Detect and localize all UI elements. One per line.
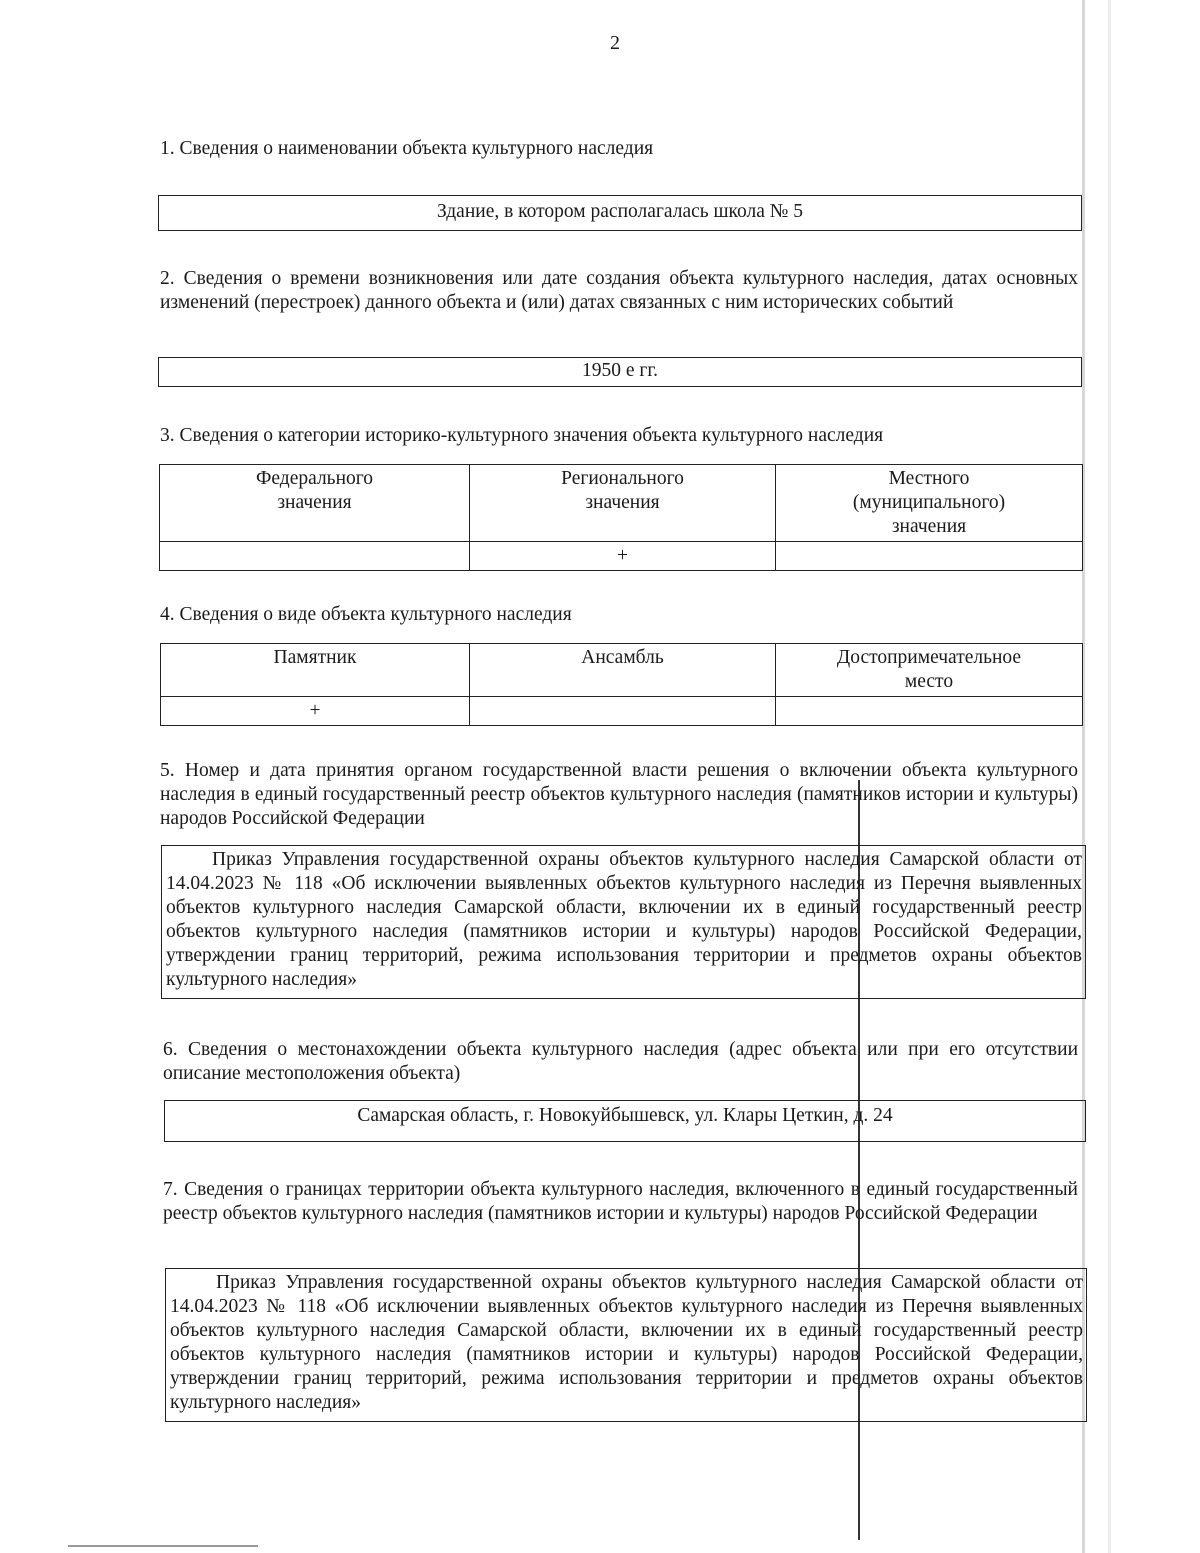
type-landmark-header: Достопримечательное место [776,644,1083,697]
section-7-heading: 7. Сведения о границах территории объекта культурного наследия, включенного в единый государственный реестр объектов культурного наследия (памятников истории и культуры) народов Российской Федерации [163,1179,1078,1224]
section-2-heading: 2. Сведения о времени возникновения или дате создания объекта культурного наследия, датах основных изменений (перестроек) данного объекта и (или) датах связанных с ним исторических событий [160,268,1078,313]
section-2-value-box [158,357,1082,387]
type-landmark-mark [776,697,1083,726]
category-local-header: Местного (муниципального) значения [776,465,1083,542]
scan-right-edge-2 [1108,0,1111,1553]
section-3-heading: 3. Сведения о категории историко-культурного значения объекта культурного наследия [160,425,884,446]
section-7-value-box [165,1268,1087,1422]
section-6-heading: 6. Сведения о местонахождении объекта культурного наследия (адрес объекта или при его отсутствии описание местоположения объекта) [163,1039,1078,1084]
creation-date-value: 1950 е гг. [581,360,659,381]
section-5-value-box [161,845,1086,999]
category-federal-mark [160,542,470,571]
type-ensemble-header: Ансамбль [470,644,776,697]
section-1-value-box [158,195,1082,231]
inclusion-order-value: Приказ Управления государственной охраны объектов культурного наследия Самарской области от 14.04.2023 № 118 «Об исключении выявленных объектов культурного наследия из Перечня выявленных объектов культурного наследия Самарской области, включении их в единый государственный реестр объектов культурного наследия (памятников истории и культуры) народов Российской Федерации, утверждении границ территорий, режима использования территории и предметов охраны объектов культурного наследия» [166,849,1082,990]
table-row [160,465,1083,542]
type-monument-header: Памятник [161,644,470,697]
table-row [160,542,1083,571]
section-1-heading: 1. Сведения о наименовании объекта культурного наследия [160,138,654,159]
category-federal-header: Федерального значения [160,465,470,542]
category-regional-header: Регионального значения [470,465,776,542]
boundaries-order-value: Приказ Управления государственной охраны объектов культурного наследия Самарской области от 14.04.2023 № 118 «Об исключении выявленных объектов культурного наследия из Перечня выявленных объектов культурного наследия Самарской области, включении их в единый государственный реестр объектов культурного наследия (памятников истории и культуры) народов Российской Федерации, утверждении границ территорий, режима использования территории и предметов охраны объектов культурного наследия» [170,1272,1083,1413]
object-name-value: Здание, в котором располагалась школа № 5 [436,201,804,222]
section-5-heading: 5. Номер и дата принятия органом государственной власти решения о включении объекта культурного наследия в единый государственный реестр объектов культурного наследия (памятников истории и культуры) народов Российской Федерации [160,760,1078,829]
table-row [161,697,1083,726]
category-local-mark [776,542,1083,571]
section-4-heading: 4. Сведения о виде объекта культурного наследия [160,604,572,625]
page-number: 2 [610,32,620,54]
category-regional-mark: + [470,542,776,571]
section-6-value-box [164,1100,1086,1142]
scan-bottom-line [68,1545,258,1547]
type-monument-mark: + [161,697,470,726]
category-table [159,464,1083,571]
table-row [161,644,1083,697]
object-type-table [160,643,1083,726]
type-ensemble-mark [470,697,776,726]
address-value: Самарская область, г. Новокуйбышевск, ул. Клары Цеткин, д. 24 [357,1105,893,1126]
